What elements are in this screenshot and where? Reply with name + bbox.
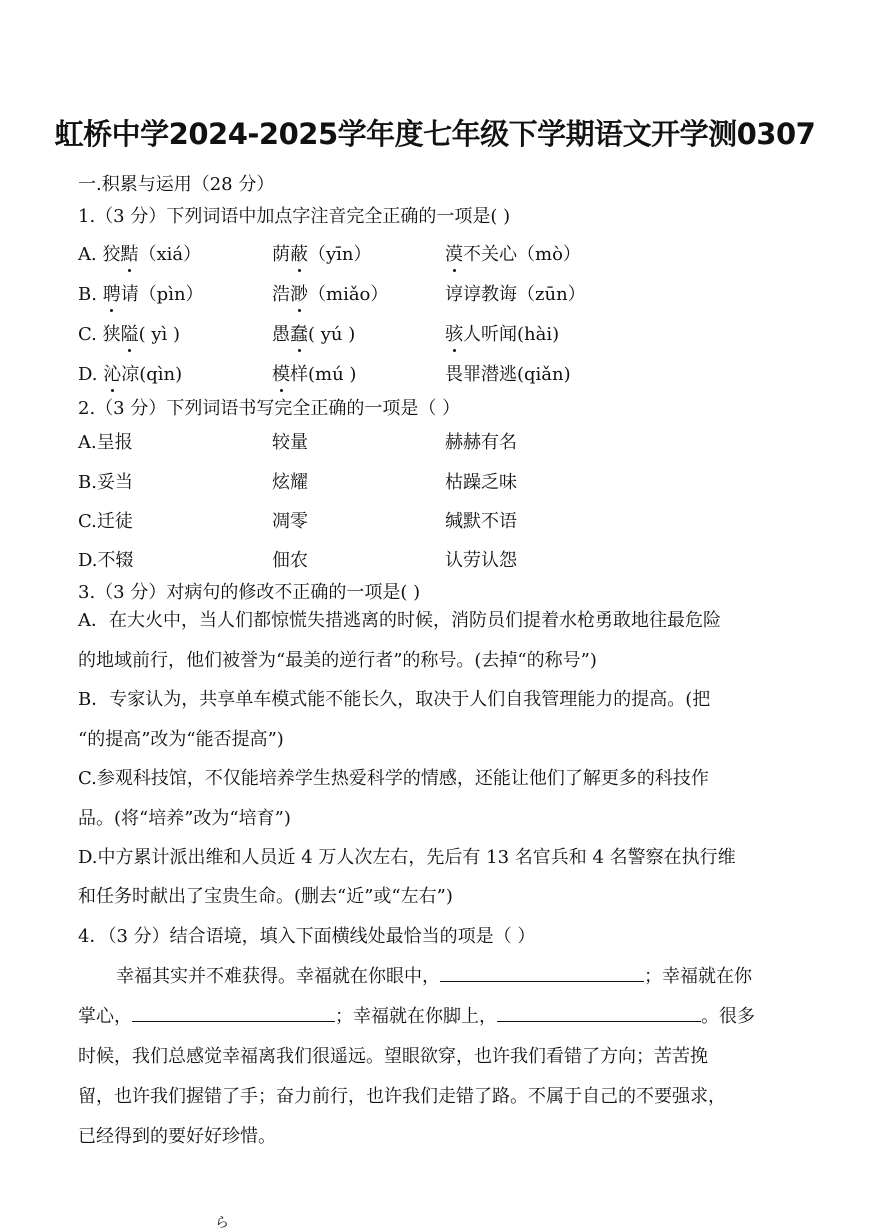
q2-option-d-col1: D.不辍	[78, 550, 134, 571]
q3-line-4: “的提高”改为“能否提高”)	[78, 729, 284, 750]
q4-paragraph-line-2: 掌心， ；幸福就在你脚上， 。很多	[78, 1006, 755, 1027]
q1-option-c-word1: C. 狭隘( yì )	[78, 322, 180, 348]
q1-option-b-word1: B. 聘请（pìn）	[78, 282, 204, 308]
q4-paragraph-line-3: 时候，我们总感觉幸福离我们很遥远。望眼欲穿，也许我们看错了方向；苦苦挽	[78, 1046, 708, 1067]
answer-blank-3[interactable]	[497, 1005, 701, 1022]
q4-paragraph-line-1: 幸福其实并不难获得。幸福就在你眼中， ；幸福就在你	[116, 966, 752, 987]
q3-line-2: 的地域前行，他们被誉为“最美的逆行者”的称号。(去掉“的称号”)	[78, 650, 597, 671]
q3-line-7: D.中方累计派出维和人员近 4 万人次左右，先后有 13 名官兵和 4 名警察在执行维	[78, 847, 736, 868]
question-1-stem: 1.（3 分）下列词语中加点字注音完全正确的一项是( )	[78, 206, 511, 227]
q2-option-a-col2: 较量	[272, 432, 308, 453]
q2-option-d-col3: 认劳认怨	[445, 550, 517, 571]
q2-option-a-col3: 赫赫有名	[445, 432, 517, 453]
q2-option-c-col3: 缄默不语	[445, 511, 517, 532]
q2-option-a-col1: A.呈报	[78, 432, 133, 453]
q3-line-1: A．在大火中，当人们都惊慌失措逃离的时候，消防员们提着水枪勇敢地往最危险	[78, 610, 721, 631]
q1-option-a-word2: 荫蔽（yīn）	[272, 242, 372, 268]
question-2-stem: 2.（3 分）下列词语书写完全正确的一项是（ ）	[78, 398, 461, 419]
q1-option-d-word1: D. 沁凉(qìn)	[78, 362, 182, 388]
q3-line-8: 和任务时献出了宝贵生命。(删去“近”或“左右”)	[78, 886, 453, 907]
q1-option-c-word2: 愚蠢( yú )	[272, 322, 355, 348]
q1-option-a-word3: 漠不关心（mò）	[445, 242, 581, 268]
section-heading: 一.积累与运用（28 分）	[78, 174, 275, 195]
q4-paragraph-line-4: 留，也许我们握错了手；奋力前行，也许我们走错了路。不属于自己的不要强求，	[78, 1086, 726, 1107]
q1-option-b-word3: 谆谆教诲（zūn）	[445, 284, 586, 305]
q2-option-b-col2: 炫耀	[272, 472, 308, 493]
q1-option-a-word1: A. 狡黠（xiá）	[78, 242, 201, 268]
page-bottom-mark: ら	[215, 1215, 229, 1231]
q2-option-c-col1: C.迁徒	[78, 511, 133, 532]
q2-option-b-col3: 枯躁乏味	[445, 472, 517, 493]
q3-line-6: 品。(将“培养”改为“培育”)	[78, 808, 291, 829]
q1-option-d-word2: 模样(mú )	[272, 362, 356, 388]
question-3-stem: 3.（3 分）对病句的修改不正确的一项是( )	[78, 582, 421, 603]
q1-option-d-word3: 畏罪潜逃(qiǎn)	[445, 364, 571, 385]
q1-option-b-word2: 浩渺（miǎo）	[272, 282, 388, 308]
q1-option-c-word3: 骇人听闻(hài)	[445, 322, 559, 348]
page-title: 虹桥中学2024-2025学年度七年级下学期语文开学测0307	[54, 117, 816, 151]
q3-line-5: C.参观科技馆，不仅能培养学生热爱科学的情感，还能让他们了解更多的科技作	[78, 768, 709, 789]
question-4-stem: 4．（3 分）结合语境，填入下面横线处最恰当的项是（ ）	[78, 926, 536, 947]
q4-paragraph-line-5: 已经得到的要好好珍惜。	[78, 1126, 276, 1147]
answer-blank-2[interactable]	[132, 1005, 335, 1022]
q2-option-d-col2: 佃农	[272, 550, 308, 571]
q3-line-3: B．专家认为，共享单车模式能不能长久，取决于人们自我管理能力的提高。(把	[78, 689, 711, 710]
answer-blank-1[interactable]	[440, 965, 644, 982]
q2-option-b-col1: B.妥当	[78, 472, 133, 493]
q2-option-c-col2: 凋零	[272, 511, 308, 532]
